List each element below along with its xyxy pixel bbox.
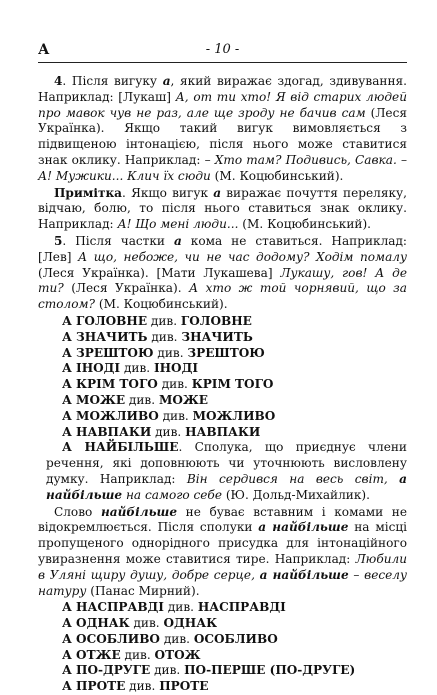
headword: А ПРОТЕ: [62, 679, 126, 694]
headword-entry: [38, 616, 407, 632]
text: Слово: [54, 504, 101, 519]
item-number: 4: [54, 74, 63, 88]
text: (Леся Українка). [Мати Лукашева]: [38, 265, 281, 280]
cross-ref-marker: див.: [120, 361, 154, 376]
headword-entry: [38, 632, 407, 648]
cross-ref: МОЖЛИВО: [192, 408, 276, 423]
headword: А ОСОБЛИВО: [62, 631, 160, 646]
term: а найбільше: [259, 567, 349, 582]
cross-ref-marker: див.: [157, 377, 192, 392]
cross-ref-marker: див.: [120, 647, 155, 662]
term: а найбільше: [258, 520, 349, 535]
headword: А МОЖЛИВО: [62, 408, 159, 423]
example-quote: – веселу натуру: [38, 567, 408, 598]
cross-ref: МОЖЕ: [158, 392, 208, 407]
example-quote: на самого себе: [122, 487, 222, 502]
headword: А НАЙБІЛЬШЕ: [62, 440, 179, 455]
headword: А НАСПРАВДІ: [62, 600, 164, 615]
cross-ref: ОСОБЛИВО: [193, 631, 278, 646]
text: (М. Коцюбинський).: [95, 297, 228, 312]
cross-ref: ПО-ПЕРШЕ (ПО-ДРУГЕ): [184, 663, 356, 678]
cross-ref: ІНОДІ: [153, 361, 198, 376]
cross-ref-marker: див.: [158, 408, 193, 423]
note-label: Примітка: [54, 185, 123, 200]
headword: А МОЖЕ: [62, 392, 126, 407]
page-content: [38, 74, 407, 695]
term: а: [213, 185, 222, 200]
cross-ref-marker: див.: [125, 679, 160, 694]
headword-entry: [38, 346, 407, 362]
page-number: - 10 -: [205, 42, 240, 57]
item-number: 5: [54, 233, 63, 248]
text: (Леся Українка).: [63, 281, 190, 296]
headword: А НАВПАКИ: [62, 424, 152, 439]
text: . Якщо вигук: [122, 185, 214, 200]
headword: А ОТЖЕ: [62, 647, 121, 662]
text: не буває вставним і комами не відокремлюється. Після сполуки: [38, 504, 407, 535]
headword-entry: [38, 330, 407, 346]
cross-ref-marker: див.: [153, 345, 188, 360]
headword-entry: [38, 648, 407, 664]
cross-ref: ОТОЖ: [154, 647, 201, 662]
headword: А ЗНАЧИТЬ: [62, 329, 148, 344]
term: а: [173, 233, 182, 248]
headword: А ЗРЕШТОЮ: [62, 345, 154, 360]
text: кома не ставиться. Наприклад: [Лев]: [38, 233, 407, 264]
paragraph-4: [38, 74, 407, 185]
text: . Сполука, що приєднує члени речення, які доповнюють чи уточнюють висловлену думку. Наприклад:: [46, 440, 407, 486]
cross-ref: КРІМ ТОГО: [191, 377, 274, 392]
term: найбільше: [100, 504, 178, 519]
headword-entry: [38, 600, 407, 616]
cross-ref-marker: див.: [159, 631, 194, 646]
example-quote: Лукашу, гов! А де ти?: [38, 265, 407, 296]
example-quote: А! Що мені люди...: [117, 217, 239, 232]
cross-ref: ЗРЕШТОЮ: [187, 345, 265, 360]
example-quote: А хто ж той чорнявий, що за столом?: [38, 281, 407, 312]
text: (Панас Мирний).: [86, 583, 200, 598]
headword-entry: [38, 314, 407, 330]
cross-ref-marker: див.: [150, 663, 185, 678]
headword-entry: [38, 377, 407, 393]
paragraph-5: [38, 234, 407, 313]
headword: А ОДНАК: [62, 616, 130, 631]
cross-ref-marker: див.: [147, 313, 181, 328]
headword: А КРІМ ТОГО: [62, 377, 158, 392]
cross-ref: ОДНАК: [163, 616, 218, 631]
text: , який виражає здогад, здивування. Наприклад: [Лукаш]: [38, 74, 408, 104]
cross-ref: ЗНАЧИТЬ: [181, 329, 253, 344]
headword: А ПО-ДРУГЕ: [62, 663, 151, 678]
text: . Після частки: [62, 233, 174, 248]
cross-ref-marker: див.: [125, 392, 159, 407]
text: (М. Коцюбинський).: [210, 168, 344, 183]
example-quote: Любили в Уляні щиру душу, добре серце,: [38, 551, 407, 582]
example-quote: А що, небоже, чи не час додому? Ходім помалу: [78, 249, 408, 264]
example-quote: А, от ти хто! Я від старих людей про мавок чув не раз, але ще зроду не бачив сам: [38, 89, 408, 120]
cross-ref: ПРОТЕ: [159, 679, 209, 694]
cross-ref: НАСПРАВДІ: [197, 600, 286, 615]
section-letter: А: [38, 42, 50, 58]
headword-entry: [38, 361, 407, 377]
cross-ref: ГОЛОВНЕ: [180, 313, 252, 328]
example-quote: – Хто там? Подивись, Савка. – А! Мужики... Клич їх сюди: [38, 152, 408, 183]
headword: А ІНОДІ: [62, 361, 121, 376]
paragraph-slovo: [38, 505, 407, 600]
headword-entry: [38, 409, 407, 425]
text: на місці пропущеного однорідного присудка для інтонаційного увиразнення може ставитися тире. Наприклад:: [38, 520, 408, 566]
entry-naibilshe: [38, 440, 407, 503]
text: . Після вигуку: [62, 74, 163, 88]
headword-entry: [38, 393, 407, 409]
headword: А ГОЛОВНЕ: [62, 313, 148, 328]
cross-ref: НАВПАКИ: [185, 424, 261, 439]
headword-entry: [38, 663, 407, 679]
text: (Ю. Дольд-Михайлик).: [221, 487, 370, 502]
page-header: [38, 42, 407, 63]
example-quote: Він сердився на весь світ,: [186, 471, 400, 486]
term: а: [162, 74, 171, 88]
note-paragraph: [38, 186, 407, 233]
text: (М. Коцюбинський).: [238, 217, 372, 232]
cross-ref-marker: див.: [163, 600, 198, 615]
cross-ref-marker: див.: [129, 616, 164, 631]
headword-entry: [38, 425, 407, 441]
text: виражає почуття переляку, відчаю, болю, то після нього ставиться знак оклику. Наприклад:: [38, 185, 407, 232]
text: (Леся Українка). Якщо такий вигук вимовляється з підвищеною інтонацією, після нього може ставитися знак оклику. Наприклад:: [38, 105, 407, 167]
cross-ref-marker: див.: [151, 424, 186, 439]
term: а найбільше: [46, 471, 407, 502]
headword-entry: [38, 679, 407, 695]
cross-ref-marker: див.: [147, 329, 182, 344]
